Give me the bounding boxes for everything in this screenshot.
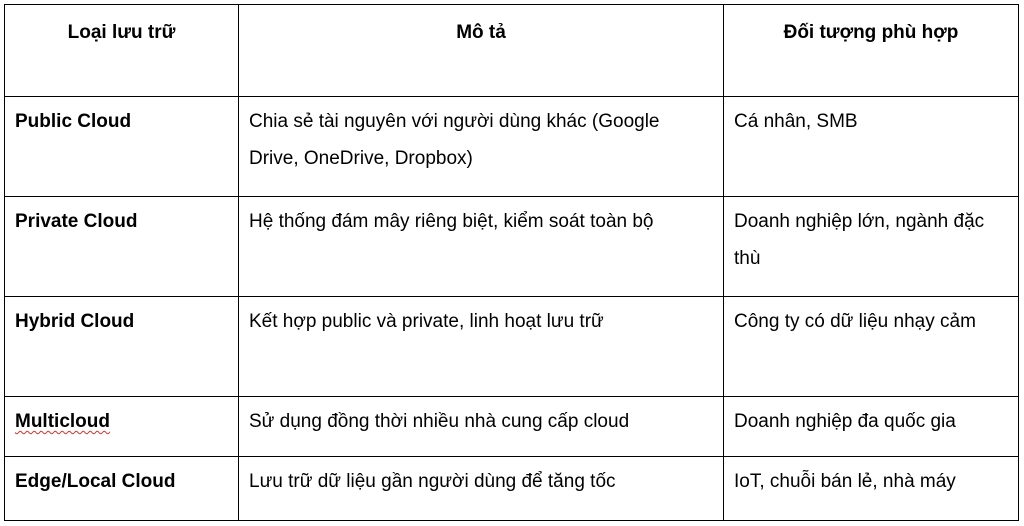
description-cell[interactable]: Chia sẻ tài nguyên với người dùng khác (Google Drive, OneDrive, Dropbox) [239,97,724,197]
audience-cell[interactable]: Doanh nghiệp đa quốc gia [724,397,1019,457]
description-cell[interactable]: Sử dụng đồng thời nhiều nhà cung cấp cloud [239,397,724,457]
table-header-row [5,5,1019,97]
audience-cell[interactable]: Cá nhân, SMB [724,97,1019,197]
audience-cell[interactable]: IoT, chuỗi bán lẻ, nhà máy [724,457,1019,521]
audience-cell[interactable]: Doanh nghiệp lớn, ngành đặc thù [724,197,1019,297]
storage-type-cell[interactable] [5,397,239,457]
table-row [5,457,1019,521]
storage-type-cell[interactable]: Hybrid Cloud [5,297,239,397]
storage-type-cell[interactable]: Private Cloud [5,197,239,297]
spellcheck-flagged-word[interactable]: Multicloud [15,411,110,432]
header-storage-type[interactable]: Loại lưu trữ [5,5,239,97]
audience-cell[interactable]: Công ty có dữ liệu nhạy cảm [724,297,1019,397]
table-row [5,297,1019,397]
cloud-storage-table [4,4,1019,521]
description-cell[interactable]: Lưu trữ dữ liệu gần người dùng để tăng tốc [239,457,724,521]
header-description[interactable]: Mô tả [239,5,724,97]
table-row [5,97,1019,197]
table-row [5,197,1019,297]
description-cell[interactable]: Hệ thống đám mây riêng biệt, kiểm soát toàn bộ [239,197,724,297]
storage-type-cell[interactable]: Edge/Local Cloud [5,457,239,521]
table-row [5,397,1019,457]
storage-type-cell[interactable]: Public Cloud [5,97,239,197]
header-target-audience[interactable]: Đối tượng phù hợp [724,5,1019,97]
document-table-wrapper [4,4,1018,520]
description-cell[interactable]: Kết hợp public và private, linh hoạt lưu trữ [239,297,724,397]
